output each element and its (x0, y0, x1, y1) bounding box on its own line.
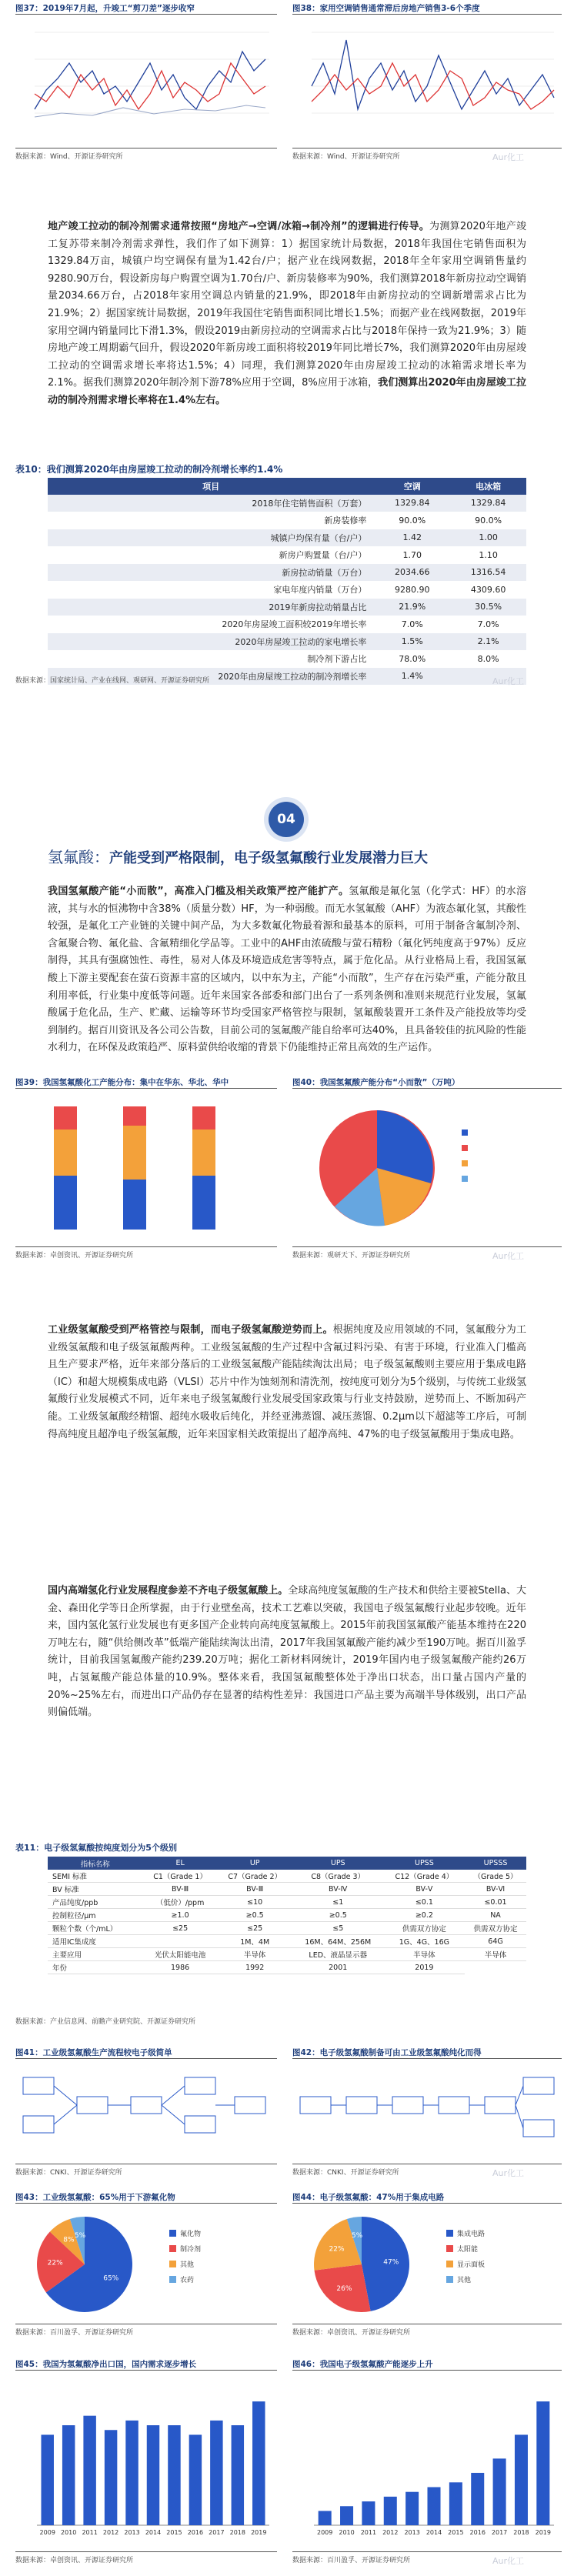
table11-row (48, 1883, 526, 1896)
paragraph-2-body: 氢氟酸是氟化氢（化学式：HF）的水溶液，其与水的恒沸物中含38%（质量分数）HF，为一种弱酸。而无水氢氟酸（AHF）为液态氟化氢，其酸性较强，是氟化工产业链的关键中间产品，为大多数氟化物最着源和最基本的原料，可用于制备含氟制冷剂、含氟聚合物、氟化盐、含氟精细化学品等。工业中的AHF由浓硫酸与萤石精粉（氟化钙纯度高于97%）反应制得，其具有强腐蚀性、毒性，易对人体及环境造成危害等特点，属于危化品。从行业格局上看，我国氢氟酸上下游主要配套在萤石资源丰富的区域内，以中东为主，产能“小而散”，生产存在污染严重，产能分散且利用率低，行业集中度低等问题。近年来国家各部委和部门出台了一系列条例和准则来规范行业发展，氢氟酸属于危化品，生产、贮藏、运输等环节均受国家严格管控与限制，氢氟酸装置开工条件及产能投放等均受到制约。据百川资讯及各公司公告数，目前公司的氢氟酸产能自给率可达40%，且具备较佳的抗风险的性能水利力，在环保及政策趋严、原料萤供给收缩的背景下仍能维持正常且高效的生产运作。 (48, 886, 526, 1054)
table11-row (48, 1870, 526, 1883)
fig37-source: 数据来源：Wind、开源证券研究所 (15, 153, 123, 161)
paragraph-3 (48, 1322, 526, 1480)
table10-row-label: 制冷剂下游占比 (48, 650, 374, 668)
bar (536, 2401, 549, 2525)
fig41-chart (15, 2062, 277, 2162)
table11-cell: （Grade 5） (465, 1870, 526, 1883)
fig45-title: 图45：我国为氢氟酸净出口国，国内需求逐步增长 (15, 2360, 197, 2369)
table10-cell: 90.0% (450, 512, 526, 529)
bar (340, 2506, 353, 2525)
table11-cell: C12（Grade 4） (384, 1870, 465, 1883)
table10-source: 数据来源：国家统计局、产业在线网、观研网、开源证券研究所 (15, 677, 210, 685)
table10-row (48, 616, 526, 633)
table11-cell: 1M、4M (218, 1935, 292, 1948)
table11-cell: （低价）/ppm (143, 1896, 218, 1909)
bar (105, 2430, 117, 2525)
fig38-title: 图38：家用空调销售通常滞后房地产销售3-6个季度 (292, 4, 480, 13)
table11-title: 表11：电子级氢氟酸按纯度划分为5个级别 (15, 1843, 177, 1853)
pie-data-label: 47% (383, 2258, 399, 2267)
table11-row (48, 1961, 526, 1974)
pie-data-label: 22% (47, 2259, 63, 2267)
table10-cell: 30.5% (450, 599, 526, 616)
table11-header: EL (143, 1857, 218, 1870)
table11-row (48, 1922, 526, 1935)
table11-row (48, 1935, 526, 1948)
paragraph-2 (48, 883, 526, 1059)
table10-row (48, 633, 526, 651)
bar (471, 2473, 484, 2525)
fig39-title: 图39：我国氢氟酸化工产能分布：集中在华东、华北、华中 (15, 1078, 229, 1087)
table10-cell: 9280.90 (374, 581, 450, 599)
bar (405, 2492, 419, 2525)
table11-header: UP (218, 1857, 292, 1870)
table10-cell: 1329.84 (450, 495, 526, 512)
x-tick-label: 2019 (535, 2529, 551, 2536)
table11-row-label: 主要应用 (48, 1948, 143, 1961)
table11-cell: BV-Ⅳ (292, 1883, 384, 1896)
x-tick-label: 2015 (166, 2529, 182, 2536)
table10-cell: 7.0% (450, 616, 526, 633)
legend-label: 其他 (457, 2277, 472, 2284)
fig40-source: 数据来源：观研天下、开源证券研究所 (292, 1252, 411, 1260)
legend-swatch (446, 2276, 453, 2283)
fig41-source: 数据来源：CNKI、开源证券研究所 (15, 2169, 122, 2177)
table10-row (48, 564, 526, 582)
fig45-chart (15, 2374, 277, 2547)
legend-label: 集成电路 (457, 2231, 486, 2238)
table10-row (48, 546, 526, 564)
fig42-title: 图42：电子级氢氟酸制备可由工业级氢氟酸纯化而得 (292, 2048, 482, 2057)
pie-data-label: 5% (74, 2232, 86, 2241)
table11-row-label: 控制粒径/μm (48, 1909, 143, 1922)
table11-cell: 2001 (292, 1961, 384, 1974)
table10-cell: 1.70 (374, 546, 450, 564)
table11-cell: LED、液晶显示器 (292, 1948, 384, 1961)
bar (449, 2482, 462, 2525)
x-tick-label: 2015 (448, 2529, 464, 2536)
x-tick-label: 2012 (382, 2529, 399, 2536)
legend-swatch (169, 2276, 176, 2283)
table11-row-label: 适用IC集成度 (48, 1935, 143, 1948)
legend-swatch (169, 2261, 176, 2267)
table10-row (48, 495, 526, 512)
table10-cell: 1.42 (374, 529, 450, 547)
table11-cell: 2019 (384, 1961, 465, 1974)
table11-cell: ≥0.5 (218, 1909, 292, 1922)
paragraph-1-lead: 地产竣工拉动的制冷剂需求通常按照“房地产→空调/冰箱→制冷剂”的逻辑进行传导。 (48, 221, 430, 232)
x-tick-label: 2018 (513, 2529, 529, 2536)
table10-cell: 21.9% (374, 599, 450, 616)
table11-cell: NA (465, 1909, 526, 1922)
x-tick-label: 2013 (124, 2529, 140, 2536)
table11-cell: ≤0.01 (465, 1896, 526, 1909)
table10-row-label: 新房户购置量（台/户） (48, 546, 374, 564)
x-tick-label: 2009 (317, 2529, 333, 2536)
bar (189, 2434, 202, 2525)
fig37-chart (15, 17, 277, 146)
fig46-chart (292, 2374, 562, 2547)
table10-cell: 1.00 (450, 529, 526, 547)
x-tick-label: 2011 (82, 2529, 98, 2536)
fig39-source: 数据来源：卓创资讯、开源证券研究所 (15, 1252, 134, 1260)
bar (41, 2434, 53, 2525)
legend-swatch (169, 2245, 176, 2252)
table11-cell: 1992 (218, 1961, 292, 1974)
table10-cell: 7.0% (374, 616, 450, 633)
table10-cell: 1.4% (374, 668, 450, 686)
table11-cell: ≤0.1 (384, 1896, 465, 1909)
paragraph-1-tail: 我们测算出2020年由房屋竣工拉动的制冷剂需求增长率将在1.4%左右。 (48, 377, 526, 406)
x-tick-label: 2014 (425, 2529, 442, 2536)
table10-cell: 8.0% (450, 650, 526, 668)
table11-header: UPSS (384, 1857, 465, 1870)
bar (427, 2488, 440, 2525)
table11-cell: C7（Grade 2） (218, 1870, 292, 1883)
bar (62, 2425, 75, 2525)
table10-row-label: 2020年房屋竣工拉动的家电增长率 (48, 633, 374, 651)
x-tick-label: 2016 (187, 2529, 204, 2536)
table11-cell: 半导体 (465, 1948, 526, 1961)
x-tick-label: 2011 (360, 2529, 377, 2536)
x-tick-label: 2010 (61, 2529, 77, 2536)
legend-swatch (446, 2245, 453, 2252)
table10-row-label: 2019年新房拉动销量占比 (48, 599, 374, 616)
bar (384, 2497, 397, 2525)
fig45-source: 数据来源：卓创资讯、开源证券研究所 (15, 2557, 134, 2564)
bar (232, 2425, 244, 2525)
table11-cell: 光伏太阳能电池 (143, 1948, 218, 1961)
table10-header: 项目 (48, 478, 374, 495)
table11-cell: 1986 (143, 1961, 218, 1974)
table11-cell: BV-Ⅲ (143, 1883, 218, 1896)
paragraph-1-body: 为测算2020年地产竣工复苏带来制冷剂需求弹性，我们作了如下测算：1）据国家统计局数据，2018年我国住宅销售面积为1329.84万亩，城镇户均空调保有量为1.42台/户；据产业在线网数据，2018年全年家用空调销售量约9280.90万台，假设新房每户购置空调为1.70台/户、新房装修率为90%，我们测算2018年新房拉动空调销量2034.66万台，占2018年家用空调总内销量的21.9%，即2018年由新房拉动的空调新增需求占比为21.9%；2）据国家统计局数据，2019年我国住宅销售面积同比增长1.5%；而据产业在线网数据，2019年家用空调内销量同比下滑1.3%，假设2019由新房拉动的空调需求占比与2018年保持一致为21.9%；3）随房地产竣工周期霸气回升，假设2020年新房竣工面积将较2019年同比增长7%，我们测算2020年由房屋竣工拉动的空调需求增长率将达1.5%；4）同理，我们测算2020年由房屋竣工拉动的冰箱需求增长率为2.1%。据我们测算2020年制冷剂下游78%应用于空调，8%应用于冰箱， (48, 221, 526, 389)
fig46-title: 图46：我国电子级氢氟酸产能逐步上升 (292, 2360, 433, 2369)
x-tick-label: 2018 (229, 2529, 245, 2536)
table10-row (48, 512, 526, 529)
table11-row (48, 1896, 526, 1909)
pie-data-label: 65% (103, 2274, 119, 2283)
table11 (48, 1857, 526, 1974)
legend-swatch (446, 2230, 453, 2237)
legend-swatch (169, 2230, 176, 2237)
legend-label: 太阳能 (457, 2246, 479, 2254)
table10-row-label: 新房拉动销量（万台） (48, 564, 374, 582)
fig46-source: 数据来源：百川盈孚、开源证券研究所 (292, 2557, 411, 2564)
legend-label: 氟化物 (180, 2231, 202, 2238)
bar (252, 2401, 265, 2525)
paragraph-4-lead: 国内高端氢化行业发展程度参差不齐电子级氢氟酸上。 (48, 1585, 289, 1597)
fig42-chart (292, 2062, 562, 2162)
table11-cell: ≤1 (292, 1896, 384, 1909)
paragraph-4 (48, 1583, 526, 1775)
bar (83, 2416, 95, 2525)
table11-cell: 64G (465, 1935, 526, 1948)
table10-cell: 78.0% (374, 650, 450, 668)
table10-row-label: 新房装修率 (48, 512, 374, 529)
legend-swatch (446, 2261, 453, 2267)
table11-row-label: SEMI 标准 (48, 1870, 143, 1883)
x-tick-label: 2010 (339, 2529, 355, 2536)
table11-row-label: BV 标准 (48, 1883, 143, 1896)
table11-cell: 供需双方协定 (384, 1922, 465, 1935)
x-tick-label: 2017 (491, 2529, 508, 2536)
table11-cell: ≥0.5 (292, 1909, 384, 1922)
legend-label: 显示面板 (457, 2261, 486, 2269)
table10-row-label: 2020年由房屋竣工拉动的制冷剂增长率 (48, 668, 374, 686)
table11-cell: ≥1.0 (143, 1909, 218, 1922)
table11-row-label: 产品纯度/ppb (48, 1896, 143, 1909)
fig41-title: 图41：工业级氢氟酸生产流程较电子级简单 (15, 2048, 172, 2057)
table11-cell: BV-Ⅵ (465, 1883, 526, 1896)
x-tick-label: 2013 (404, 2529, 420, 2536)
section-title (48, 845, 526, 867)
table11-cell: C8（Grade 3） (292, 1870, 384, 1883)
table10-row-label: 2020年房屋竣工面积较2019年增长率 (48, 616, 374, 633)
fig44-chart (292, 2207, 562, 2322)
table11-row-label: 颗粒个数（个/mL） (48, 1922, 143, 1935)
table11-cell: BV-Ⅴ (384, 1883, 465, 1896)
table10-cell: 90.0% (374, 512, 450, 529)
fig38-chart (292, 17, 562, 146)
bar (210, 2421, 222, 2525)
table10-row-label: 城镇户均保有量（台/户） (48, 529, 374, 547)
table10-cell: 2034.66 (374, 564, 450, 582)
section-badge: 04 (269, 802, 304, 837)
table11-header: UPS (292, 1857, 384, 1870)
table10-row-label: 2018年住宅销售面积（万套） (48, 495, 374, 512)
table11-cell: 1G、4G、16G (384, 1935, 465, 1948)
table10-row (48, 529, 526, 547)
table10-title: 表10：我们测算2020年由房屋竣工拉动的制冷剂增长率约1.4% (15, 464, 283, 475)
paragraph-3-body: 根据纯度及应用领域的不同，氢氟酸分为工业级氢氟酸和电子级氢氟酸两种。工业级氢氟酸的生产过程中含氟过料污染、有害于环境，行业准入门槛高且生产要求严格，近年来部分落后的工业级氢氟酸产能陆续淘汰出局；电子级氢氟酸则主要应用于集成电路（IC）和超大规模集成电路（VLSI）芯片中作为蚀刻剂和清洗剂，按纯度可划分为5个级别，与传统工业级氢氟酸行业发展模式不同，近年来电子级氢氟酸行业发展受国家政策与行业支持鼓励，逆势而上、不断加码产能。工业级氢氟酸经精馏、超纯水吸收后纯化，并经亚沸蒸馏、减压蒸馏、0.2μm以下超滤等工序后，可制得高纯度且超净电子级氢氟酸，近年来国家相关政策提出了超净高纯、47%的电子级氢氟酸用于集成电路。 (48, 1324, 526, 1440)
bar (362, 2501, 375, 2525)
fig40-chart (292, 1091, 562, 1245)
bar (515, 2434, 528, 2525)
fig44-title: 图44：电子级氢氟酸：47%用于集成电路 (292, 2193, 445, 2202)
table10-cell: 1.5% (374, 633, 450, 651)
table11-cell (143, 1935, 218, 1948)
bar (319, 2511, 332, 2525)
x-tick-label: 2012 (102, 2529, 119, 2536)
pie-data-label: 22% (329, 2245, 345, 2254)
table10-row-label: 家电年度内销量（万台） (48, 581, 374, 599)
legend-label: 其他 (180, 2261, 195, 2269)
table11-cell: 半导体 (218, 1948, 292, 1961)
table10-row (48, 650, 526, 668)
fig44-source: 数据来源：卓创资讯、开源证券研究所 (292, 2329, 411, 2337)
bar (147, 2425, 159, 2525)
table10-cell: 4309.60 (450, 581, 526, 599)
table11-row (48, 1948, 526, 1961)
bar (168, 2425, 180, 2525)
fig38-source: 数据来源：Wind、开源证券研究所 (292, 153, 400, 161)
section-title-b: 产能受到严格限制，电子级氢氟酸行业发展潜力巨大 (109, 850, 428, 866)
table10-header: 空调 (374, 478, 450, 495)
bar (493, 2458, 506, 2525)
table10-row (48, 599, 526, 616)
table10-row (48, 581, 526, 599)
table11-cell: C1（Grade 1） (143, 1870, 218, 1883)
legend-label: 农药 (180, 2277, 195, 2284)
pie-data-label: 5% (351, 2232, 363, 2241)
fig39-chart (15, 1091, 277, 1245)
watermark: Aur化工 (492, 2556, 525, 2566)
watermark: Aur化工 (492, 2168, 525, 2178)
fig43-title: 图43：工业级氢氟酸：65%用于下游氟化物 (15, 2193, 175, 2202)
table11-cell: ≤10 (218, 1896, 292, 1909)
table11-cell: ≤5 (292, 1922, 384, 1935)
paragraph-1 (48, 219, 526, 463)
table11-source: 数据来源：产业信息网、前瞻产业研究院、开源证券研究所 (15, 2018, 196, 2026)
table10-header: 电冰箱 (450, 478, 526, 495)
pie-data-label: 8% (63, 2236, 75, 2244)
table11-cell: ≤25 (218, 1922, 292, 1935)
section-title-a: 氢氟酸： (48, 848, 109, 866)
watermark: Aur化工 (492, 152, 525, 162)
pie-data-label: 26% (336, 2285, 352, 2294)
paragraph-4-body: 全球高纯度氢氟酸的生产技术和供给主要被Stella、大金、森田化学等日企所掌握，由于行业壁垒高，技术工艺难以突破，我国电子级氢氟酸行业起步较晚。近年来，国内氢化氢行业发展也有更多国产企业转向高纯度氢氟酸上。2015年前我国氢氟酸产能基本维持在220万吨左右，随“供给侧改革”低端产能陆续淘汰出清，2017年我国氢氟酸产能约减少至190万吨。据百川盈孚统计，目前我国氢氟酸产能约239.20万吨；据化工新材料网统计，2019年国内电子级氢氟酸产能约26万吨，占氢氟酸产能总体量的10.9%。整体来看，我国氢氟酸整体处于净出口状态，出口量占国内产量的20%~25%左右，而进出口产品仍存在显著的结构性差异：我国进口产品主要为高端半导体级别，出口产品则偏低端。 (48, 1585, 526, 1719)
table11-cell: 半导体 (384, 1948, 465, 1961)
table11-cell: ≥0.2 (384, 1909, 465, 1922)
paragraph-2-lead: 我国氢氟酸产能“小而散”，高准入门槛及相关政策严控产能扩产。 (48, 886, 349, 897)
legend-label: 制冷剂 (180, 2246, 202, 2254)
bar (125, 2421, 138, 2525)
table11-cell: 16M、64M、256M (292, 1935, 384, 1948)
x-tick-label: 2009 (39, 2529, 55, 2536)
fig43-chart (15, 2207, 277, 2322)
table10-cell: 1.10 (450, 546, 526, 564)
table11-row (48, 1909, 526, 1922)
fig40-title: 图40：我国氢氟酸产能分布“小而散”（万吨） (292, 1078, 460, 1087)
table10-cell: 1329.84 (374, 495, 450, 512)
table11-header: UPSSS (465, 1857, 526, 1870)
table10-cell: 1316.54 (450, 564, 526, 582)
fig43-source: 数据来源：百川盈孚、开源证券研究所 (15, 2329, 134, 2337)
x-tick-label: 2016 (469, 2529, 486, 2536)
watermark: Aur化工 (492, 676, 525, 686)
table11-header: 指标名称 (48, 1857, 143, 1870)
x-tick-label: 2017 (209, 2529, 225, 2536)
watermark: Aur化工 (492, 1251, 525, 1261)
table10 (48, 478, 526, 686)
paragraph-3-lead: 工业级氢氟酸受到严格管控与限制，而电子级氢氟酸逆势而上。 (48, 1324, 333, 1336)
fig42-source: 数据来源：CNKI、开源证券研究所 (292, 2169, 399, 2177)
fig37-title: 图37：2019年7月起，升竣工“剪刀差”逐步收窄 (15, 4, 195, 13)
table11-cell: 供需双方协定 (465, 1922, 526, 1935)
table11-cell: BV-Ⅲ (218, 1883, 292, 1896)
x-tick-label: 2014 (145, 2529, 162, 2536)
table11-row-label: 年份 (48, 1961, 143, 1974)
table11-cell: ≤25 (143, 1922, 218, 1935)
x-tick-label: 2019 (251, 2529, 267, 2536)
table10-cell: 2.1% (450, 633, 526, 651)
